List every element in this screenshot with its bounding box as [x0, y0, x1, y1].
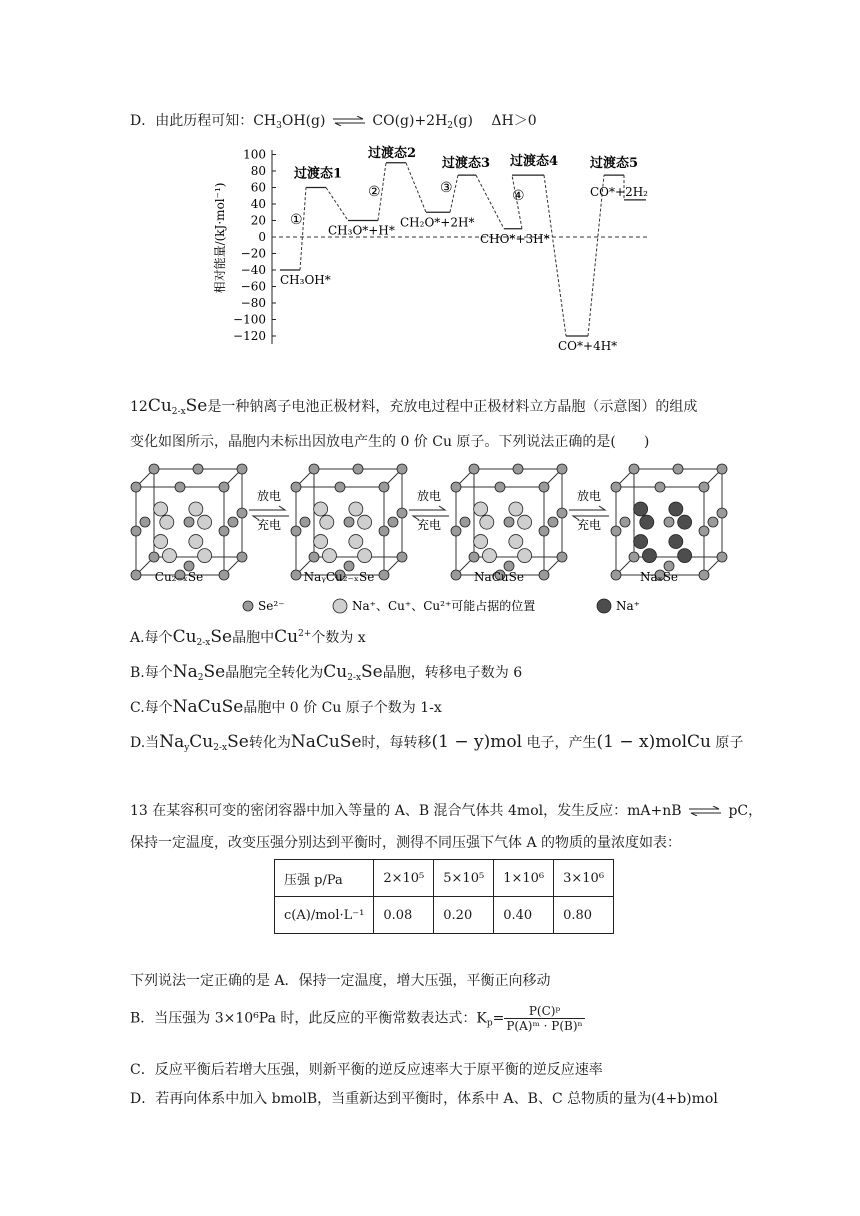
se-ion: [699, 570, 709, 580]
cation-site: [518, 515, 532, 529]
svg-text:放电: 放电: [256, 489, 282, 503]
y-tick-label: 80: [250, 164, 266, 178]
se-ion: [309, 464, 319, 474]
step-number: ④: [512, 188, 525, 204]
se-ion: [219, 482, 229, 492]
step-number: ②: [368, 184, 381, 200]
y-tick-label: −40: [240, 263, 266, 277]
se-ion: [175, 482, 185, 492]
na-ion: [642, 549, 656, 563]
cation-site: [474, 502, 488, 516]
legend-mixed: Na⁺、Cu⁺、Cu²⁺可能占据的位置: [352, 599, 536, 613]
se-ion: [309, 552, 319, 562]
se-ion: [149, 464, 159, 474]
na-ion: [678, 549, 692, 563]
na-ion: [669, 502, 683, 516]
se-ion: [353, 464, 363, 474]
se-ion: [495, 482, 505, 492]
cation-site: [154, 535, 168, 549]
se-ion: [291, 482, 301, 492]
q13-option-d: D．若再向体系中加入 bmolB，当重新达到平衡时，体系中 A、B、C 总物质的量为(4+b)mol: [130, 1091, 718, 1107]
q13-option-b: B．当压强为 3×10⁶Pa 时，此反应的平衡常数表达式：$K_p=$ $\frac{\text{P(C)ᵖ}}{\text{P(A)ᵐ · P(B)ⁿ}}$: [130, 1004, 583, 1033]
se-ion: [513, 464, 523, 474]
se-ion: [699, 482, 709, 492]
se-ion: [557, 508, 567, 518]
cation-site: [518, 549, 532, 563]
se-ion: [131, 526, 141, 536]
cell-label-4: NaₓSe: [639, 570, 679, 584]
cell-label-3: NaCuSe: [474, 570, 524, 584]
na-ion: [669, 535, 683, 549]
se-ion: [291, 570, 301, 580]
q12-stem: $12Cu_{2-x}Se$是一种钠离子电池正极材料，充放电过程中正极材料立方晶胞（示意图）的组成: [130, 396, 698, 417]
q13-stem-line2: 保持一定温度，改变压强分别达到平衡时，测得不同压强下气体 A 的物质的量浓度如表：: [130, 835, 682, 851]
se-ion: [717, 508, 727, 518]
equilibrium-arrow-icon: [688, 806, 722, 816]
se-ion: [131, 482, 141, 492]
se-ion: [611, 482, 621, 492]
cation-site: [189, 502, 203, 516]
y-tick-label: 40: [250, 197, 266, 211]
cation-site: [320, 515, 334, 529]
se-ion: [397, 464, 407, 474]
q12-option-b: B.每个$Na_2Se$晶胞完全转化为$Cu_{2-x}Se$晶胞，转移电子数为 6: [130, 662, 523, 683]
se-ion: [629, 464, 639, 474]
se-ion: [335, 482, 345, 492]
cation-site: [349, 535, 363, 549]
state-label: CH₃OH*: [280, 273, 331, 287]
se-ion: [611, 570, 621, 580]
se-ion: [673, 464, 683, 474]
se-ion: [664, 517, 674, 527]
cation-site: [198, 515, 212, 529]
cation-site: [358, 515, 372, 529]
se-ion: [717, 464, 727, 474]
q13-option-a: 下列说法一定正确的是 A．保持一定温度，增大压强，平衡正向移动: [130, 973, 551, 989]
se-ion: [548, 517, 558, 527]
se-ion: [539, 482, 549, 492]
crystal-cells-diagram: [124, 455, 744, 620]
se-ion: [388, 517, 398, 527]
cation-site: [189, 535, 203, 549]
state-label: 过渡态3: [442, 156, 491, 172]
y-axis-label: 相对能量/(kJ·mol⁻¹): [213, 182, 227, 294]
legend-se: Se²⁻: [258, 599, 285, 613]
cation-site: [349, 502, 363, 516]
se-ion: [469, 464, 479, 474]
state-label: 过渡态5: [590, 156, 639, 172]
q13-option-c: C．反应平衡后若增大压强，则新平衡的逆反应速率大于原平衡的逆反应速率: [130, 1062, 603, 1078]
se-ion: [219, 570, 229, 580]
se-ion: [379, 570, 389, 580]
path-connector: [588, 175, 604, 336]
se-ion: [629, 552, 639, 562]
se-ion: [379, 526, 389, 536]
cation-site: [509, 502, 523, 516]
step-number: ①: [290, 212, 303, 228]
se-ion: [300, 517, 310, 527]
cation-site: [314, 502, 328, 516]
se-ion: [140, 517, 150, 527]
state-label: CO*+2H₂: [590, 184, 648, 199]
y-tick-label: −20: [240, 246, 266, 261]
y-tick-label: −100: [233, 312, 266, 327]
cation-site: [482, 549, 496, 563]
q13-stem: 13 在某容积可变的密闭容器中加入等量的 A、B 混合气体共 4mol，发生反应：mA+nB pC，: [130, 803, 763, 819]
se-ion: [228, 517, 238, 527]
na-ion: [634, 502, 648, 516]
se-ion: [397, 508, 407, 518]
state-label: CH₃O*+H*: [328, 223, 395, 238]
se-ion: [379, 482, 389, 492]
se-ion: [655, 482, 665, 492]
legend-na: Na⁺: [616, 599, 640, 613]
se-ion: [344, 517, 354, 527]
path-connector: [406, 163, 426, 213]
svg-text:充电: 充电: [416, 518, 442, 532]
q11-option-d: D．由此历程可知：$CH_3OH(g)$ $CO(g)+2H_2(g)$ ΔH＞0: [130, 113, 537, 131]
svg-text:充电: 充电: [256, 518, 282, 532]
se-ion: [717, 552, 727, 562]
se-ion: [237, 464, 247, 474]
y-tick-label: −120: [233, 329, 266, 343]
svg-text:放电: 放电: [416, 489, 442, 503]
na-ion: [678, 515, 692, 529]
se-ion: [620, 517, 630, 527]
na-ion: [634, 535, 648, 549]
cell-label-1: Cu₂₋ₓSe: [154, 570, 204, 584]
svg-text:充电: 充电: [576, 518, 602, 532]
q12-option-a: A.每个$Cu_{2-x}Se$晶胞中$Cu^{2+}$个数为 x: [130, 627, 366, 648]
path-connector: [476, 175, 504, 229]
state-label: CHO*+3H*: [480, 231, 550, 246]
state-label: CH₂O*+2H*: [400, 215, 475, 230]
se-ion: [291, 526, 301, 536]
se-ion: [149, 552, 159, 562]
path-connector: [300, 188, 306, 271]
se-ion: [397, 552, 407, 562]
cation-site: [162, 549, 176, 563]
y-tick-label: 0: [258, 230, 266, 244]
y-tick-label: 20: [250, 213, 266, 228]
svg-text:放电: 放电: [576, 489, 602, 503]
state-label: 过渡态2: [368, 145, 417, 161]
se-ion: [708, 517, 718, 527]
cation-site: [480, 515, 494, 529]
se-ion: [699, 526, 709, 536]
se-ion: [504, 517, 514, 527]
step-number: ③: [440, 180, 453, 196]
y-tick-label: 60: [250, 180, 266, 195]
state-label: 过渡态4: [510, 154, 559, 170]
table-row: c(A)/mol·L⁻¹ 0.08 0.20 0.40 0.80: [275, 897, 614, 934]
pressure-table: [274, 859, 614, 934]
cation-site: [198, 549, 212, 563]
cation-site: [314, 535, 328, 549]
equilibrium-arrow-icon: [332, 116, 366, 126]
energy-profile-diagram: [200, 138, 660, 358]
state-label: CO*+4H*: [558, 339, 618, 353]
se-ion: [131, 570, 141, 580]
se-ion: [460, 517, 470, 527]
path-connector: [544, 175, 566, 336]
cation-site: [509, 535, 523, 549]
cation-site: [154, 502, 168, 516]
na-ion: [640, 515, 654, 529]
table-row: 压强 p/Pa 2×10⁵ 5×10⁵ 1×10⁶ 3×10⁶: [275, 860, 614, 897]
se-ion: [469, 552, 479, 562]
y-tick-label: 100: [243, 147, 266, 162]
cell-label-2: NaᵧCu₂₋ₓSe: [303, 570, 375, 584]
se-ion: [557, 552, 567, 562]
se-ion: [451, 482, 461, 492]
cation-site: [322, 549, 336, 563]
se-ion: [557, 464, 567, 474]
se-ion: [219, 526, 229, 536]
y-tick-label: −80: [240, 296, 266, 310]
cation-site: [358, 549, 372, 563]
se-ion: [237, 508, 247, 518]
q12-stem-line2: 变化如图所示，晶胞内未标出因放电产生的 0 价 Cu 原子。下列说法正确的是( ): [130, 434, 650, 450]
y-tick-label: −60: [240, 279, 266, 294]
se-ion: [611, 526, 621, 536]
se-ion: [539, 526, 549, 536]
cation-site: [160, 515, 174, 529]
path-connector: [326, 188, 348, 221]
se-ion: [451, 526, 461, 536]
cation-site: [474, 535, 488, 549]
q12-option-d: D.当$Na_yCu_{2-x}Se$转化为NaCuSe时，每转移(1 − y)mol 电子，产生(1 − x)molCu 原子: [130, 732, 744, 753]
se-ion: [184, 517, 194, 527]
state-label: 过渡态1: [294, 166, 343, 182]
se-ion: [193, 464, 203, 474]
se-ion: [237, 552, 247, 562]
se-ion: [451, 570, 461, 580]
se-ion: [539, 570, 549, 580]
q12-option-c: C.每个NaCuSe晶胞中 0 价 Cu 原子个数为 1-x: [130, 697, 442, 717]
